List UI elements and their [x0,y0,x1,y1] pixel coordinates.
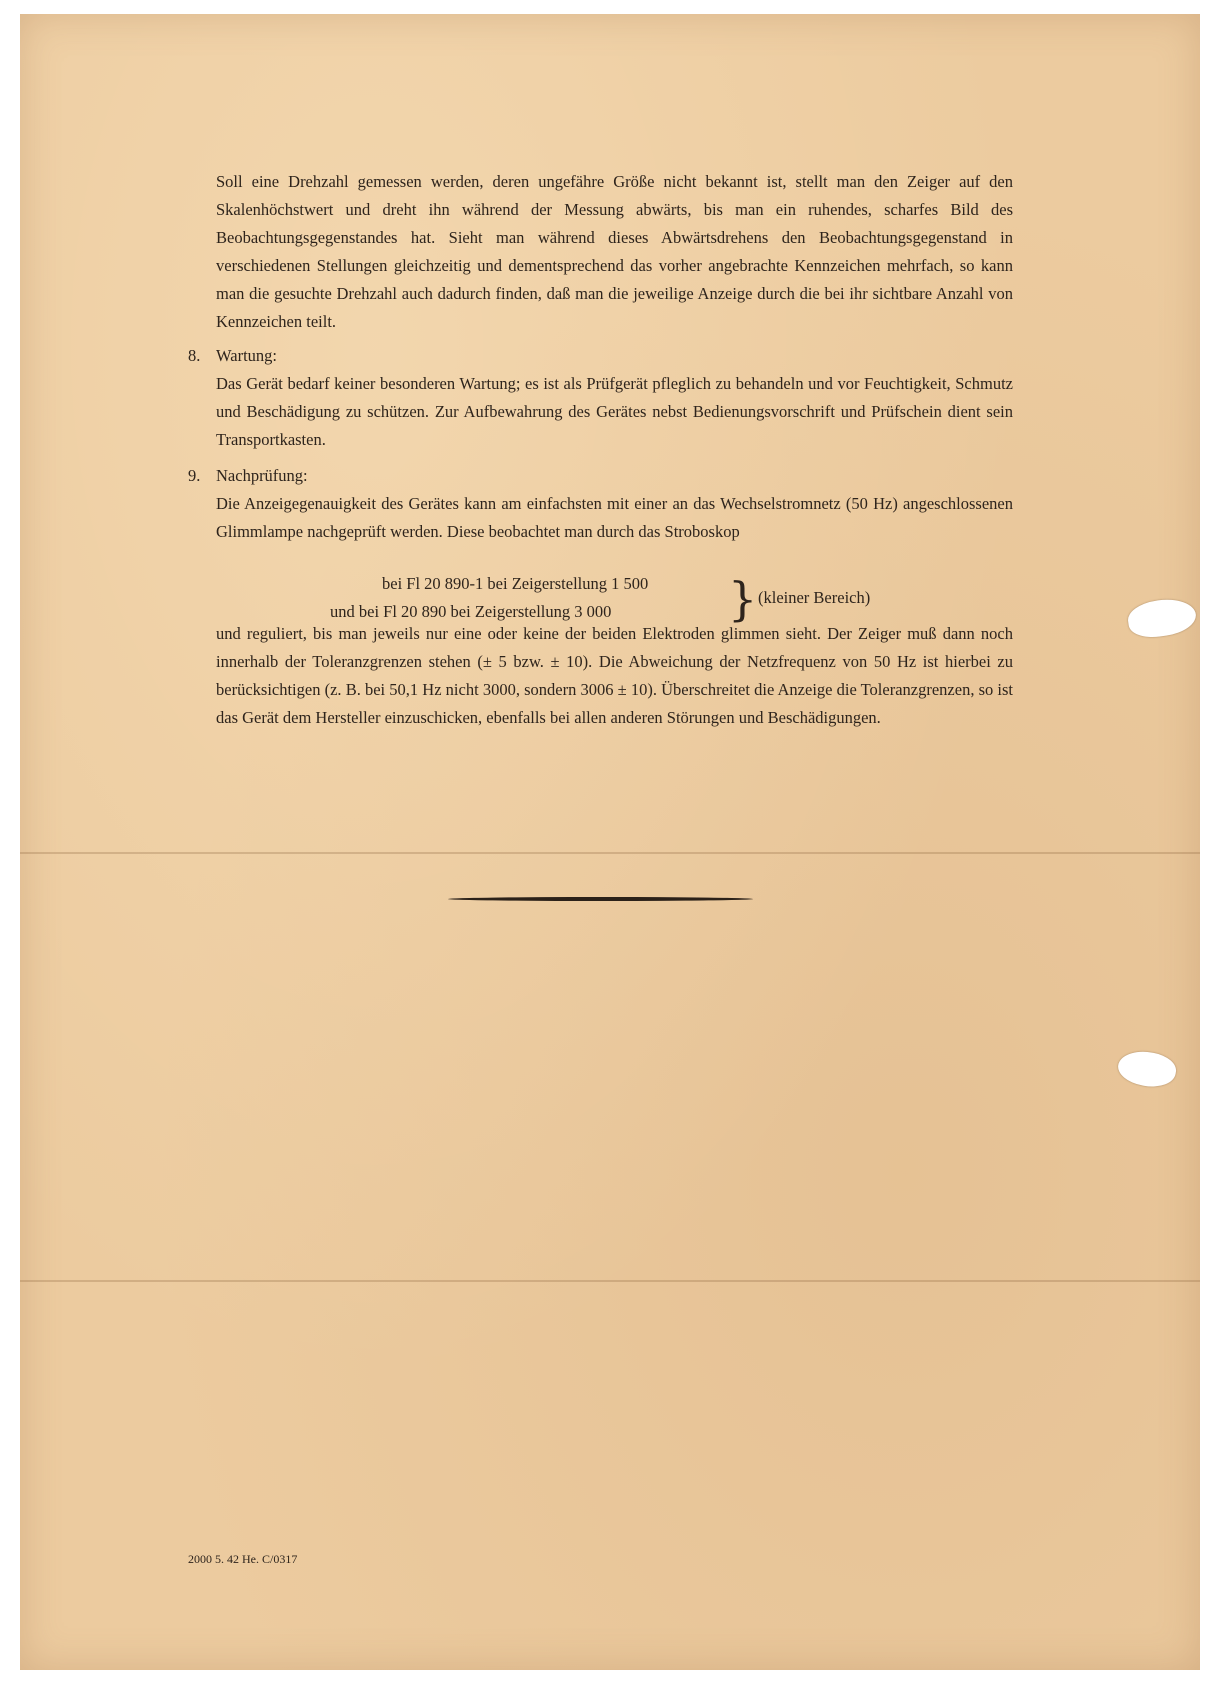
section-9-title: Nachprüfung: [216,466,308,485]
settings-row-2: und bei Fl 20 890 bei Zeigerstellung 3 000 [330,602,612,621]
settings-row-1: bei Fl 20 890-1 bei Zeigerstellung 1 500 [382,574,649,593]
stroboscope-settings [330,570,930,626]
print-code: 2000 5. 42 He. C/0317 [188,1552,298,1566]
section-8-number: 8. [188,346,201,365]
intro-paragraph: Soll eine Drehzahl gemessen werden, deren ungefähre Größe nicht bekannt ist, stellt man den Zeiger auf den Skalenhöchstwert und dreht ihn während der Messung abwärts, bis man ein ruhendes, scharfes Bild des Beobachtungsgegenstandes hat. Sieht man während dieses Abwärtsdrehens den Beobachtungsgegenstand in verschiedenen Stellungen gleichzeitig und dementsprechend das vorher angebrachte Kennzeichen mehrfach, so kann man die gesuchte Drehzahl auch dadurch finden, daß man die jeweilige Anzeige durch die bei ihr sichtbare Anzahl von Kennzeichen teilt. [216,172,1013,331]
section-9-text: Die Anzeigegenauigkeit des Gerätes kann am einfachsten mit einer an das Wechselstromnetz (50 Hz) angeschlossenen Glimmlampe nachgeprüft werden. Diese beobachtet man durch das Stroboskop [216,494,1013,541]
section-8-heading [188,342,1013,370]
section-9-number: 9. [188,466,201,485]
section-8-text: Das Gerät bedarf keiner besonderen Wartung; es ist als Prüfgerät pfleglich zu behandeln und vor Feuchtigkeit, Schmutz und Beschädigung zu schützen. Zur Aufbewahrung des Gerätes nebst Bedienungsvorschrift und Prüfschein dient sein Transportkasten. [216,374,1013,449]
punch-hole-upper [1126,595,1198,640]
curly-brace-glyph: } [728,572,758,626]
section-9-heading [188,462,1013,490]
section-8 [188,342,1013,454]
section-9-continuation: und reguliert, bis man jeweils nur eine oder keine der beiden Elektroden glimmen sieht. Der Zeiger muß dann noch innerhalb der Toleranzgrenzen stehen (± 5 bzw. ± 10). Die Abweichung der Netzfrequenz von 50 Hz ist hierbei zu berücksichtigen (z. B. bei 50,1 Hz nicht 3000, sondern 3006 ± 10). Überschreitet die Anzeige die Toleranzgrenzen, so ist das Gerät dem Hersteller einzuschicken, ebenfalls bei allen anderen Störungen und Beschädigungen. [216,624,1013,727]
fold-line-lower [20,1280,1200,1282]
section-9 [188,462,1013,546]
range-label: (kleiner Bereich) [758,588,871,607]
section-8-title: Wartung: [216,346,277,365]
fold-line-upper [20,852,1200,854]
decorative-rule [448,897,753,901]
punch-hole-lower [1115,1047,1178,1091]
